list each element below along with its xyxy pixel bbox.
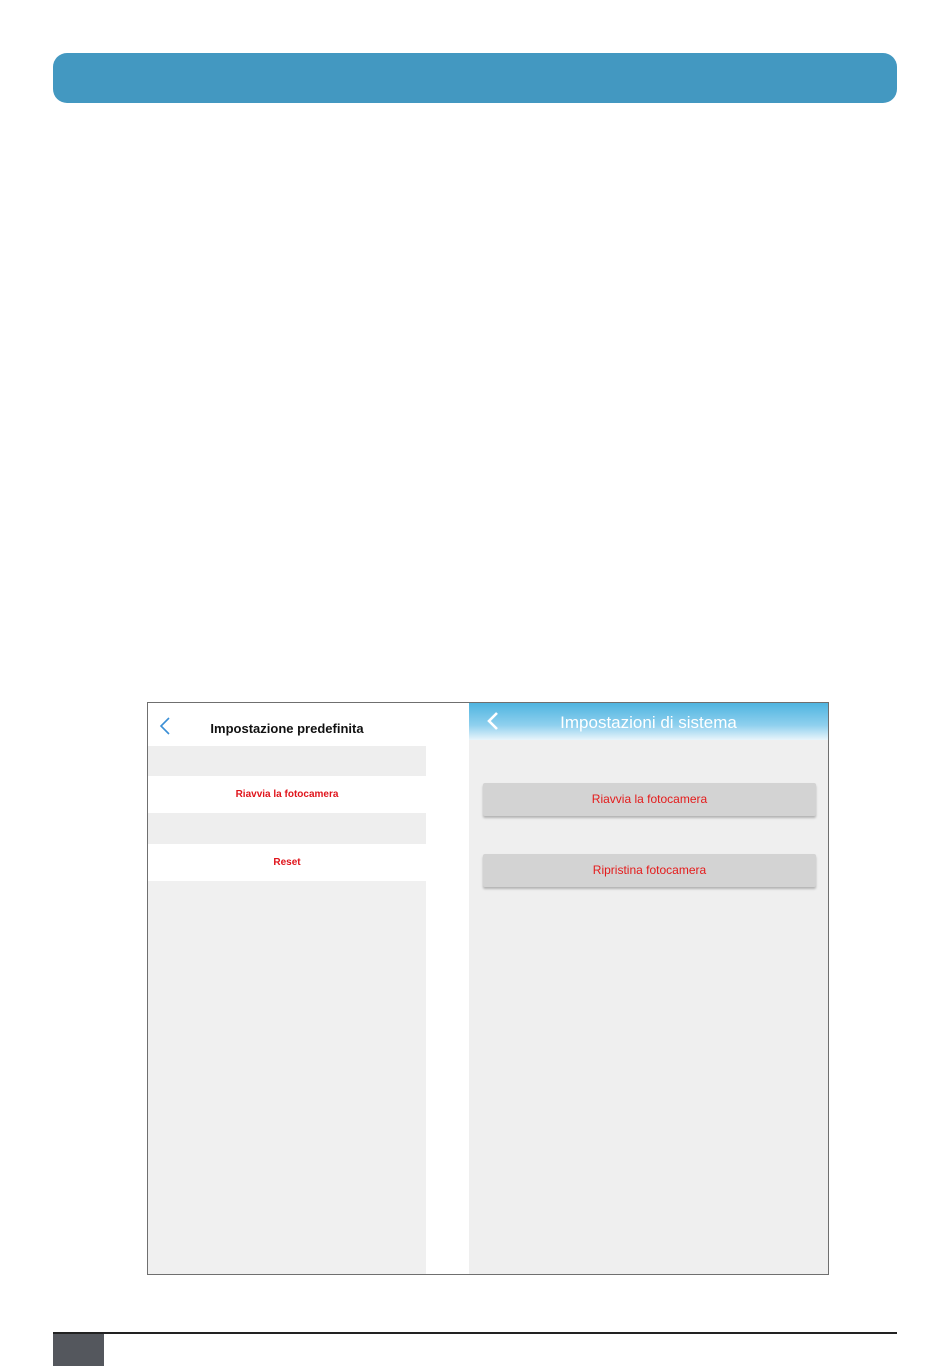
ios-nav-bar	[148, 703, 426, 746]
footer-rule	[53, 1332, 897, 1334]
page-title: Impostazioni di sistema	[560, 713, 737, 732]
page-title: Impostazione predefinita	[210, 721, 364, 736]
restore-camera-button[interactable]: Ripristina fotocamera	[483, 854, 816, 887]
screenshot-figure	[147, 702, 829, 1275]
footer-page-tab	[53, 1334, 104, 1366]
restart-camera-button[interactable]: Riavvia la fotocamera	[483, 783, 816, 816]
section-spacer	[148, 813, 426, 844]
android-settings-screen	[469, 703, 828, 1274]
restart-camera-row[interactable]: Riavvia la fotocamera	[148, 776, 426, 813]
panel-divider	[426, 703, 469, 1274]
android-app-bar	[469, 703, 828, 740]
page-header-bar	[53, 53, 897, 103]
reset-row[interactable]: Reset	[148, 844, 426, 881]
ios-settings-screen	[148, 703, 426, 1274]
section-spacer	[148, 746, 426, 776]
